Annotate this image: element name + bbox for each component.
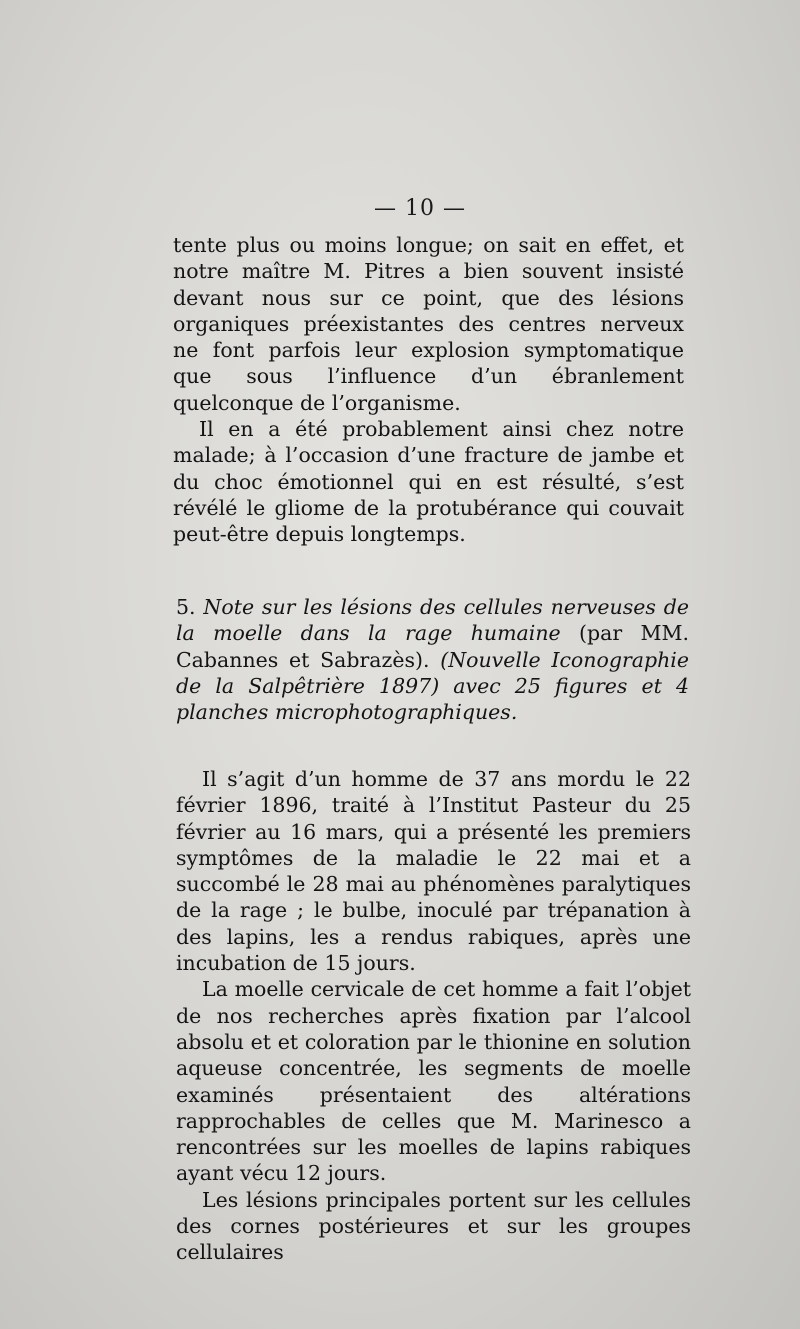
- paragraph: Les lésions principales portent sur les cellules des cornes postérieures et sur les groupes cellulaires: [176, 1187, 691, 1265]
- text-block-intro: [173, 232, 684, 548]
- text-block-case: [176, 766, 691, 1266]
- reference-title: Note sur les lésions des cellules nerveuses de la moelle dans la rage humaine: [176, 595, 689, 646]
- reference-number: 5.: [176, 595, 196, 619]
- reference-authors: (par MM. Cabannes et Sabrazès).: [176, 621, 689, 672]
- paragraph: Il en a été probablement ainsi chez notre malade; à l’occasion d’une fracture de jambe et du choc émotionnel qui en est résulté, s’est révélé le gliome de la protubérance qui couvait peut-être depuis longtemps.: [173, 417, 684, 547]
- page-number: — 10 —: [374, 196, 466, 221]
- reference-text: [176, 594, 689, 725]
- paragraph: Il s’agit d’un homme de 37 ans mordu le 22 février 1896, traité à l’Institut Pasteur du 25 février au 16 mars, qui a présenté les premiers symptômes de la maladie le 22 mai et a succombé le 28 mai au phénomènes paralytiques de la rage ; le bulbe, inoculé par trépanation à des lapins, les a rendus rabiques, après une incubation de 15 jours.: [176, 767, 691, 976]
- paragraph: La moelle cervicale de cet homme a fait l’objet de nos recherches après fixation par l’alcool absolu et et coloration par le thionine en solution aqueuse concentrée, les segments de moelle examinés présentaient des altérations rapprochables de celles que M. Marinesco a rencontrées sur les moelles de lapins rabiques ayant vécu 12 jours.: [176, 977, 691, 1186]
- reference-entry: [176, 594, 689, 725]
- paragraph: tente plus ou moins longue; on sait en effet, et notre maître M. Pitres a bien souvent insisté devant nous sur ce point, que des lésions organiques préexistantes des centres nerveux ne font parfois leur explosion symptomatique que sous l’influence d’un ébranlement quelconque de l’organisme.: [173, 233, 684, 415]
- reference-source: (Nouvelle Iconographie de la Salpêtrière 1897) avec 25 figures et 4 planches microphotographiques.: [176, 647, 689, 725]
